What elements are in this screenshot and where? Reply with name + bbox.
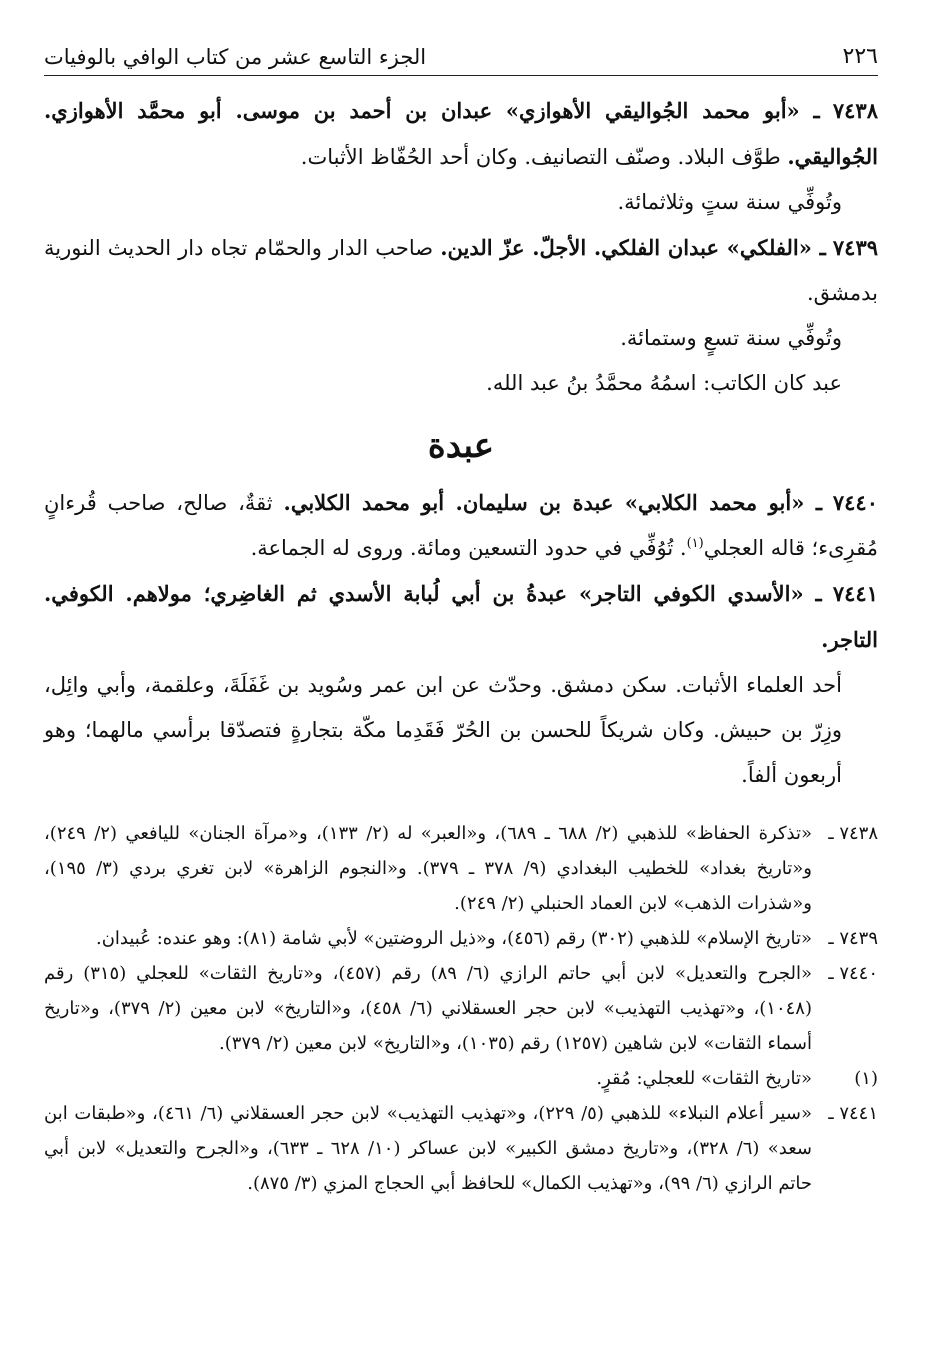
entry-lead: «الفلكي» عبدان الفلكي. الأجلّ. عزّ الدين. (440, 235, 812, 260)
footnote-7441 (44, 1096, 878, 1201)
footnote-text: «تاريخ الإسلام» للذهبي (٣٠٢) رقم (٤٥٦)، و«ذيل الروضتين» لأبي شامة (٨١): وهو عنده: عُبيدان. (95, 928, 812, 949)
entry-number: ٧٤٤٠ (832, 490, 878, 515)
footnote-number: ٧٤٤٠ ـ (828, 963, 878, 984)
footnote-7439 (44, 921, 878, 956)
footnote-text: «الجرح والتعديل» لابن أبي حاتم الرازي (٦/ ٨٩) رقم (٤٥٧)، و«تاريخ الثقات» للعجلي (٣١٥) رقم (١٠٤٨)، و«تهذيب التهذيب» لابن حجر العسقلاني (٦/ ٤٥٨)، و«التاريخ» لابن معين (٢/ ٣٧٩)، و«تاريخ أسماء الثقات» لابن شاهين (١٢٥٧) رقم (١٠٣٥)، و«التاريخ» لابن معين (٢/ ٣٧٩). (44, 963, 812, 1054)
footnote-7438 (44, 816, 878, 921)
entry-text: ثقةٌ، صالح، صاحب قُرءانٍ مُقرِىء؛ قاله العجلي (44, 491, 878, 560)
section-heading: عبدة (427, 426, 495, 466)
footnote-number: ٧٤٣٩ ـ (828, 928, 878, 949)
running-title: الجزء التاسع عشر من كتاب الوافي بالوفيات (44, 45, 427, 69)
footnote-number: (١) (854, 1068, 878, 1089)
entry-text: أحد العلماء الأثبات. سكن دمشق. وحدّث عن ابن عمر وسُويد بن غَفَلَةَ، وعلقمة، وأبي وائِل، وزِرّ بن حبيش. وكان شريكاً للحسن بن الحُرّ فَقَدِما مكّة بتجارةٍ فتصدّقا برأسي مالهما؛ وهو أربعون ألفاً. (44, 673, 842, 787)
footnote-1 (44, 1061, 878, 1096)
entry-7439: ٧٤٣٩ ـ «الفلكي» عبدان الفلكي. الأجلّ. عزّ الدين. صاحب الدار والحمّام تجاه دار الحديث النورية بدمشق. (44, 235, 879, 305)
entry-number: ٧٤٣٩ (832, 235, 879, 260)
entry-number: ٧٤٣٨ (832, 98, 878, 123)
entry-extra: عبد كان الكاتب: اسمُهُ محمَّدُ بنُ عبد الله. (486, 371, 842, 395)
entry-text: صاحب الدار والحمّام تجاه دار الحديث النورية بدمشق. (44, 236, 878, 305)
footnote-text: «سير أعلام النبلاء» للذهبي (٥/ ٢٢٩)، و«تهذيب التهذيب» لابن حجر العسقلاني (٦/ ٤٦١)، و«طبقات ابن سعد» (٦/ ٣٢٨)، و«تاريخ دمشق الكبير» لابن عساكر (١٠/ ٦٢٨ ـ ٦٣٣)، و«الجرح والتعديل» لابن أبي حاتم الرازي (٦/ ٩٩)، و«تهذيب الكمال» للحافظ أبي الحجاج المزي (٣/ ٨٧٥). (44, 1103, 812, 1194)
entry-lead: «أبو محمد الجُواليقي الأهوازي» عبدان بن أحمد بن موسى. أبو محمَّد الأهوازي. الجُواليقي. (44, 98, 878, 169)
entry-death: وتُوفِّي سنة تسعٍ وستمائة. (620, 326, 842, 350)
footnote-number: ٧٤٣٨ ـ (828, 823, 878, 844)
entry-7441: ٧٤٤١ ـ «الأسدي الكوفي التاجر» عبدةُ بن أبي لُبابة الأسدي ثم الغاضِري؛ مولاهم. الكوفي. التاجر. (44, 581, 878, 652)
footnote-text: «تاريخ الثقات» للعجلي: مُقرٍ. (596, 1068, 812, 1089)
page-number: ٢٢٦ (842, 44, 878, 69)
entry-lead: «أبو محمد الكلابي» عبدة بن سليمان. أبو محمد الكلابي. (283, 490, 805, 515)
footnotes (44, 816, 878, 1201)
entry-text: طوَّف البلاد. وصنّف التصانيف. وكان أحد الحُفّاظ الأثبات. (300, 145, 781, 169)
running-header (44, 30, 878, 76)
footnote-number: ٧٤٤١ ـ (828, 1103, 878, 1124)
entry-text: . تُوُفِّي في حدود التسعين ومائة. وروى له الجماعة. (250, 536, 687, 560)
entry-death: وتُوفِّي سنة ستٍ وثلاثمائة. (617, 190, 842, 214)
main-text (44, 88, 878, 798)
footnote-ref: (١) (686, 536, 704, 551)
entry-7440: ٧٤٤٠ ـ «أبو محمد الكلابي» عبدة بن سليمان. أبو محمد الكلابي. ثقةٌ، صالح، صاحب قُرءانٍ مُقرِىء؛ قاله العجلي$^{(١)}$. تُوُفِّي في حدود التسعين ومائة. وروى له الجماعة. (44, 490, 878, 560)
entry-7438: ٧٤٣٨ ـ «أبو محمد الجُواليقي الأهوازي» عبدان بن أحمد بن موسى. أبو محمَّد الأهوازي. الجُواليقي. طوَّف البلاد. وصنّف التصانيف. وكان أحد الحُفّاظ الأثبات. (44, 98, 878, 169)
footnote-7440 (44, 956, 878, 1061)
entry-number: ٧٤٤١ (832, 581, 878, 606)
entry-lead: «الأسدي الكوفي التاجر» عبدةُ بن أبي لُبابة الأسدي ثم الغاضِري؛ مولاهم. الكوفي. التاجر. (44, 581, 878, 652)
book-page (44, 30, 878, 1372)
footnote-text: «تذكرة الحفاظ» للذهبي (٢/ ٦٨٨ ـ ٦٨٩)، و«العبر» له (٢/ ١٣٣)، و«مرآة الجنان» لليافعي (٢/ ٢٤٩)، و«تاريخ بغداد» للخطيب البغدادي (٩/ ٣٧٨ ـ ٣٧٩). و«النجوم الزاهرة» لابن تغري بردي (٣/ ١٩٥)، و«شذرات الذهب» لابن العماد الحنبلي (٢/ ٢٤٩). (44, 823, 812, 914)
